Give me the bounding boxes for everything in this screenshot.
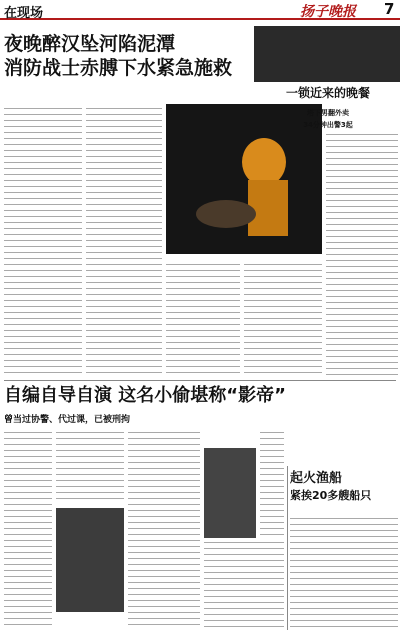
lead-body-col3	[166, 264, 240, 376]
side-subheadline-line2: 34分钟出警3起	[303, 121, 353, 129]
second-body-col1	[4, 432, 52, 628]
second-photo-2	[204, 448, 256, 538]
side-headline: 一锁近来的晚餐	[285, 86, 370, 100]
second-body-col4	[204, 542, 284, 628]
lead-headline-line1: 夜晚醉汉坠河陷泥潭	[4, 33, 176, 55]
column-divider	[287, 466, 288, 630]
lead-body-col1	[4, 108, 82, 376]
section-divider	[4, 380, 396, 381]
lead-body-col2	[86, 108, 162, 376]
section-label: 在现场	[4, 6, 44, 21]
side-subheadline-line1: 塔下男翻外卖	[307, 109, 349, 117]
brand-logo: 扬子晚报	[300, 4, 356, 20]
third-headline-line2: 紧挨20多艘船只	[290, 489, 372, 502]
second-photo	[56, 508, 124, 612]
second-body-col5	[260, 432, 284, 538]
lead-headline-line2: 消防战士赤膊下水紧急施救	[4, 57, 233, 79]
page-number: 7	[384, 0, 395, 18]
side-photo	[254, 26, 400, 82]
second-subheadline: 曾当过协警、代过课，已被刑拘	[4, 415, 131, 425]
masthead	[0, 0, 400, 20]
second-body-col2	[56, 432, 124, 504]
third-headline-line1: 起火渔船	[290, 471, 343, 486]
third-body	[290, 518, 398, 630]
lead-body-col4	[244, 264, 322, 376]
side-body	[326, 134, 398, 376]
second-body-col3	[128, 432, 200, 628]
second-headline: 自编自导自演 这名小偷堪称“影帝”	[4, 385, 286, 406]
